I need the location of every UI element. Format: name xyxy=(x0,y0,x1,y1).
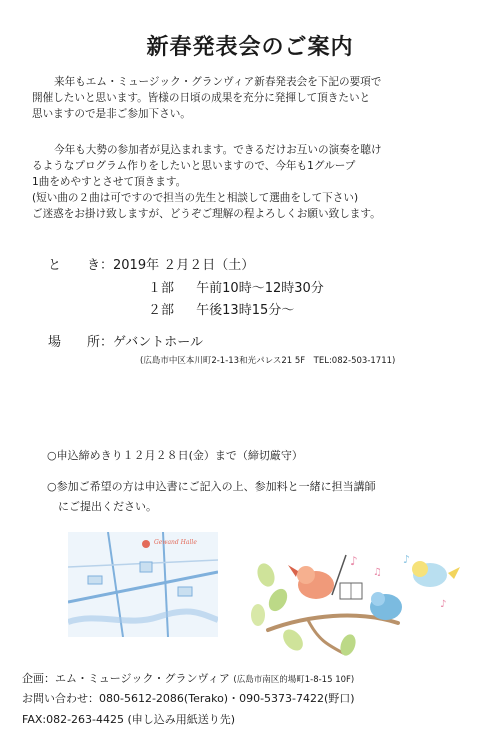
organizer-name: 企画：エム・ミュージック・グランヴィア xyxy=(22,672,230,685)
part1-row xyxy=(148,277,324,296)
organizer-address: (広島市南区的場町1-8-15 10F) xyxy=(233,675,355,685)
when-label: と き： xyxy=(48,258,114,273)
svg-text:♪: ♪ xyxy=(440,599,447,610)
fax-line: FAX:082-263-4425 (申し込み用紙送り先) xyxy=(22,713,236,726)
part2-time: 午後13時15分〜 xyxy=(196,303,295,318)
notice-submission-cont: にご提出ください。 xyxy=(47,500,157,513)
place-label: 場 所： xyxy=(48,335,114,350)
page-title: 新春発表会のご案内 xyxy=(146,35,354,60)
svg-text:♪: ♪ xyxy=(403,553,411,566)
intro-line: 開催したいと思います。皆様の日頃の成果を充分に発揮して頂きたいと xyxy=(32,92,371,104)
when-row xyxy=(48,254,254,273)
details-line: 今年も大勢の参加者が見込まれます。できるだけお互いの演奏を聴け xyxy=(54,144,382,156)
venue-address: (広島市中区本川町2-1-13和光パレス21 5F TEL:082-503-1711) xyxy=(140,356,396,366)
notice-submission: ○参加ご希望の方は申込書にご記入の上、参加料と一緒に担当講師 xyxy=(47,480,376,493)
part1-time: 午前10時〜12時30分 xyxy=(196,281,324,296)
part1-label: １部 xyxy=(148,281,175,296)
part2-label: ２部 xyxy=(148,303,175,318)
place-row xyxy=(48,331,203,350)
venue-name: ゲバントホール xyxy=(113,335,203,350)
intro-paragraph xyxy=(32,74,480,122)
birds-illustration xyxy=(248,545,463,660)
map-drawing xyxy=(68,532,218,637)
details-paragraph xyxy=(32,142,480,222)
organizer-line xyxy=(22,670,354,686)
details-line: (短い曲の２曲は可ですので担当の先生と相談して選曲をして下さい) xyxy=(32,192,359,204)
notice-deadline: ○申込締めきり１２月２８日(金）まで（締切厳守） xyxy=(47,449,303,462)
intro-line: 思いますので是非ご参加下さい。 xyxy=(32,108,191,120)
event-date: 2019年 ２月２日（土） xyxy=(113,258,255,273)
details-line: ご迷惑をお掛け致しますが、どうぞご理解の程よろしくお願い致します。 xyxy=(32,208,381,220)
venue-map xyxy=(68,532,218,637)
svg-text:♪: ♪ xyxy=(350,554,358,568)
details-line: 1曲をめやすとさせて頂きます。 xyxy=(32,176,187,188)
contact-line: お問い合わせ：080-5612-2086(Terako)・090-5373-7422(野口) xyxy=(22,692,355,705)
map-venue-label: Gewand Halle xyxy=(154,539,197,546)
details-line: るようなプログラム作りをしたいと思いますので、今年も1グループ xyxy=(32,160,356,172)
part2-row xyxy=(148,299,294,318)
intro-line: 来年もエム・ミュージック・グランヴィア新春発表会を下記の要項で xyxy=(54,76,382,88)
svg-text:♫: ♫ xyxy=(373,567,382,578)
